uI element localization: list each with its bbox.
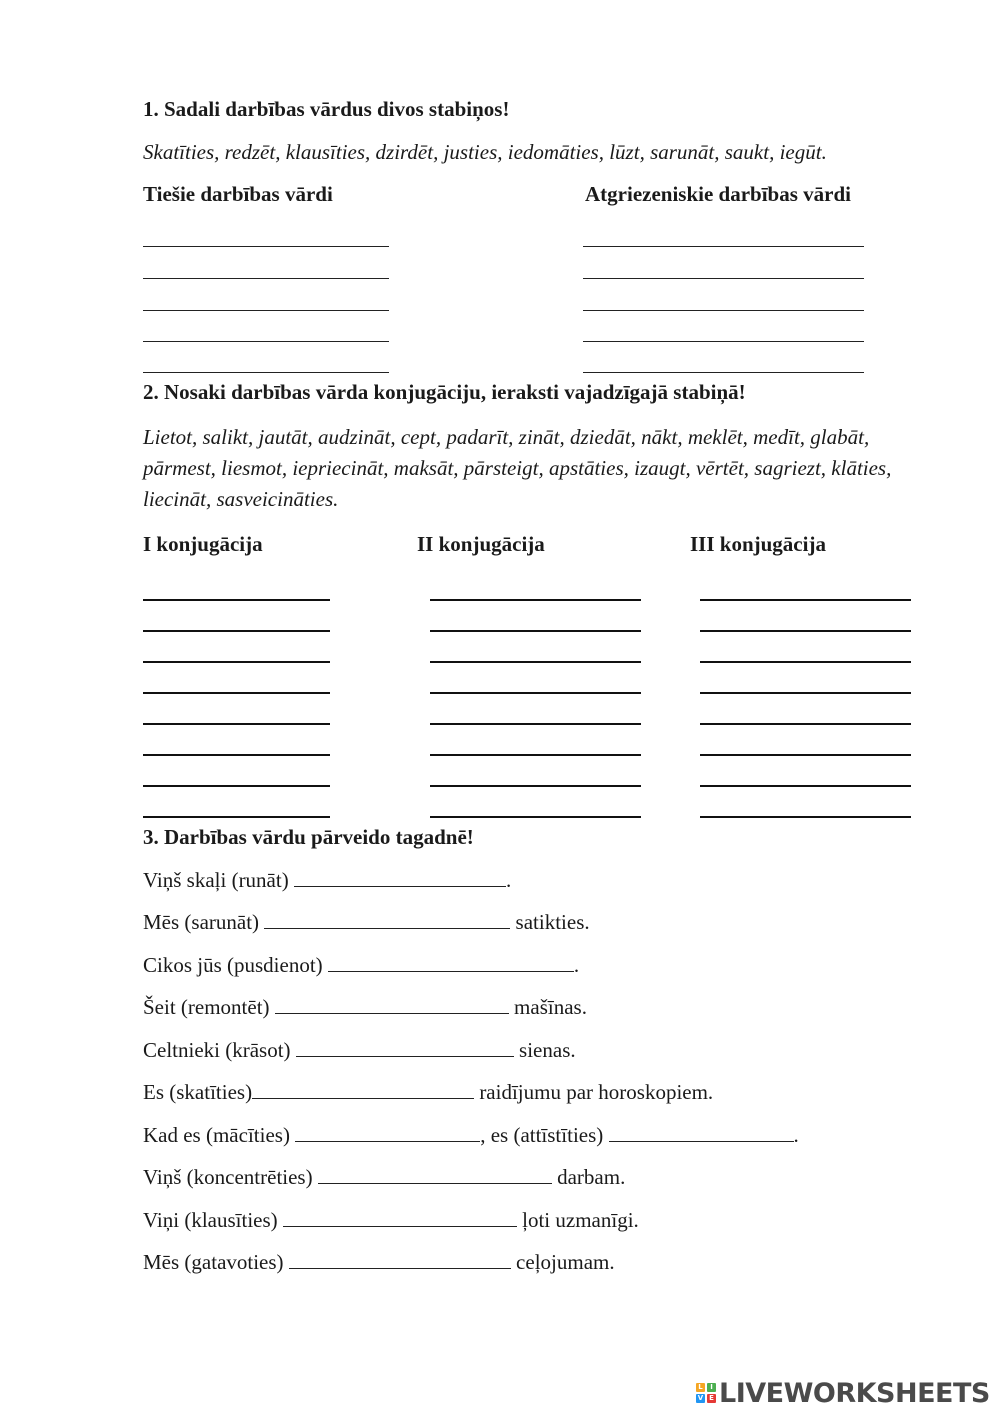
logo-letter-e: E — [707, 1394, 716, 1403]
logo-mark-icon — [696, 1383, 716, 1403]
task1-left-answer-4[interactable] — [143, 341, 389, 342]
sentence-text: Es (skatīties) — [143, 1080, 253, 1104]
task2-col1-answer-7[interactable] — [143, 785, 330, 787]
task2-col1-answer-6[interactable] — [143, 754, 330, 756]
sentence-text: Mēs (sarunāt) — [143, 910, 265, 934]
task2-col1-answer-8[interactable] — [143, 816, 330, 818]
task1-left-answer-2[interactable] — [143, 278, 389, 279]
task1-right-answer-1[interactable] — [583, 246, 864, 247]
task2-col3-heading: III konjugācija — [690, 532, 826, 556]
task2-col3-answer-1[interactable] — [700, 599, 911, 601]
task1-left-answer-1[interactable] — [143, 246, 389, 247]
logo-letter-v: V — [697, 1394, 704, 1402]
task2-col2-answer-5[interactable] — [430, 723, 641, 725]
task3-sentence-3 — [143, 953, 579, 978]
sentence-text: Viņi (klausīties) — [143, 1208, 283, 1232]
task2-col3-answer-3[interactable] — [700, 661, 911, 663]
task2-col2-answer-3[interactable] — [430, 661, 641, 663]
task2-col3-answer-5[interactable] — [700, 723, 911, 725]
task3-sentence-10 — [143, 1250, 615, 1275]
task2-col3-answer-8[interactable] — [700, 816, 911, 818]
task2-col1-answer-5[interactable] — [143, 723, 330, 725]
task3-sentence-5 — [143, 1038, 576, 1063]
logo-letter-l: L — [696, 1383, 705, 1392]
sentence-text: ceļojumam. — [510, 1250, 615, 1274]
sentence-text: , es (attīstīties) — [480, 1123, 609, 1147]
sentence-text: Mēs (gatavoties) — [143, 1250, 289, 1274]
answer-blank[interactable] — [294, 870, 506, 887]
answer-blank[interactable] — [296, 1040, 514, 1057]
task1-left-answer-5[interactable] — [143, 372, 389, 373]
sentence-text: . — [793, 1123, 799, 1147]
task2-col2-heading: II konjugācija — [417, 532, 545, 556]
task1-col-right-heading: Atgriezeniskie darbības vārdi — [585, 182, 851, 206]
task3-sentence-9 — [143, 1208, 639, 1233]
task3-title: 3. Darbības vārdu pārveido tagadnē! — [143, 825, 474, 849]
task2-col2-answer-2[interactable] — [430, 630, 641, 632]
task2-col2-answer-1[interactable] — [430, 599, 641, 601]
sentence-text: Kad es (mācīties) — [143, 1123, 296, 1147]
task1-right-answer-5[interactable] — [583, 372, 864, 373]
answer-blank[interactable] — [275, 997, 509, 1014]
task2-col3-answer-4[interactable] — [700, 692, 911, 694]
answer-blank[interactable] — [328, 955, 574, 972]
answer-blank[interactable] — [283, 1210, 517, 1227]
task3-sentence-7 — [143, 1123, 799, 1148]
task2-col3-answer-7[interactable] — [700, 785, 911, 787]
task3-sentence-6 — [143, 1080, 713, 1105]
task3-sentence-2 — [143, 910, 590, 935]
sentence-text: Viņš skaļi (runāt) — [143, 868, 294, 892]
answer-blank[interactable] — [264, 912, 510, 929]
answer-blank[interactable] — [252, 1082, 474, 1099]
sentence-text: mašīnas. — [508, 995, 587, 1019]
task2-col1-answer-4[interactable] — [143, 692, 330, 694]
sentence-text: satikties. — [510, 910, 590, 934]
task1-right-answer-2[interactable] — [583, 278, 864, 279]
task2-title: 2. Nosaki darbības vārda konjugāciju, ieraksti vajadzīgajā stabiņā! — [143, 380, 746, 404]
task1-col-left-heading: Tiešie darbības vārdi — [143, 182, 333, 206]
sentence-text: Šeit (remontēt) — [143, 995, 275, 1019]
liveworksheets-logo[interactable] — [696, 1376, 990, 1410]
task1-right-answer-4[interactable] — [583, 341, 864, 342]
sentence-text: Celtnieki (krāsot) — [143, 1038, 296, 1062]
task2-col1-heading: I konjugācija — [143, 532, 263, 556]
sentence-text: sienas. — [513, 1038, 576, 1062]
sentence-text: Cikos jūs (pusdienot) — [143, 953, 328, 977]
task1-word-list: Skatīties, redzēt, klausīties, dzirdēt, justies, iedomāties, lūzt, sarunāt, saukt, iegūt. — [143, 140, 827, 164]
task2-word-list: Lietot, salikt, jautāt, audzināt, cept, padarīt, zināt, dziedāt, nākt, meklēt, medīt, glabāt, pārmest, liesmot, iepriecināt, maksāt, pārsteigt, apstāties, izaugt, vērtēt, sagriezt, klāties, liecināt, sasveicināties. — [143, 425, 892, 511]
sentence-text: raidījumu par horoskopiem. — [474, 1080, 714, 1104]
logo-text: LIVEWORKSHEETS — [719, 1377, 990, 1409]
task3-sentence-8 — [143, 1165, 625, 1190]
task2-col2-answer-4[interactable] — [430, 692, 641, 694]
sentence-text: ļoti uzmanīgi. — [516, 1208, 639, 1232]
task3-sentence-4 — [143, 995, 587, 1020]
task2-col2-answer-8[interactable] — [430, 816, 641, 818]
answer-blank[interactable] — [318, 1167, 552, 1184]
answer-blank[interactable] — [295, 1125, 480, 1142]
task2-col2-answer-6[interactable] — [430, 754, 641, 756]
sentence-text: Viņš (koncentrēties) — [143, 1165, 318, 1189]
sentence-text: . — [573, 953, 580, 977]
task1-right-answer-3[interactable] — [583, 310, 864, 311]
answer-blank[interactable] — [289, 1252, 511, 1269]
task2-col1-answer-1[interactable] — [143, 599, 330, 601]
task1-left-answer-3[interactable] — [143, 310, 389, 311]
task1-title: 1. Sadali darbības vārdus divos stabiņos! — [143, 97, 510, 121]
task2-col3-answer-2[interactable] — [700, 630, 911, 632]
answer-blank[interactable] — [609, 1125, 794, 1142]
task2-col1-answer-3[interactable] — [143, 661, 330, 663]
task2-col2-answer-7[interactable] — [430, 785, 641, 787]
sentence-text: . — [505, 868, 512, 892]
task2-col1-answer-2[interactable] — [143, 630, 330, 632]
task2-col3-answer-6[interactable] — [700, 754, 911, 756]
sentence-text: darbam. — [551, 1165, 626, 1189]
task3-sentence-1 — [143, 868, 511, 893]
logo-letter-i: I — [707, 1383, 716, 1392]
